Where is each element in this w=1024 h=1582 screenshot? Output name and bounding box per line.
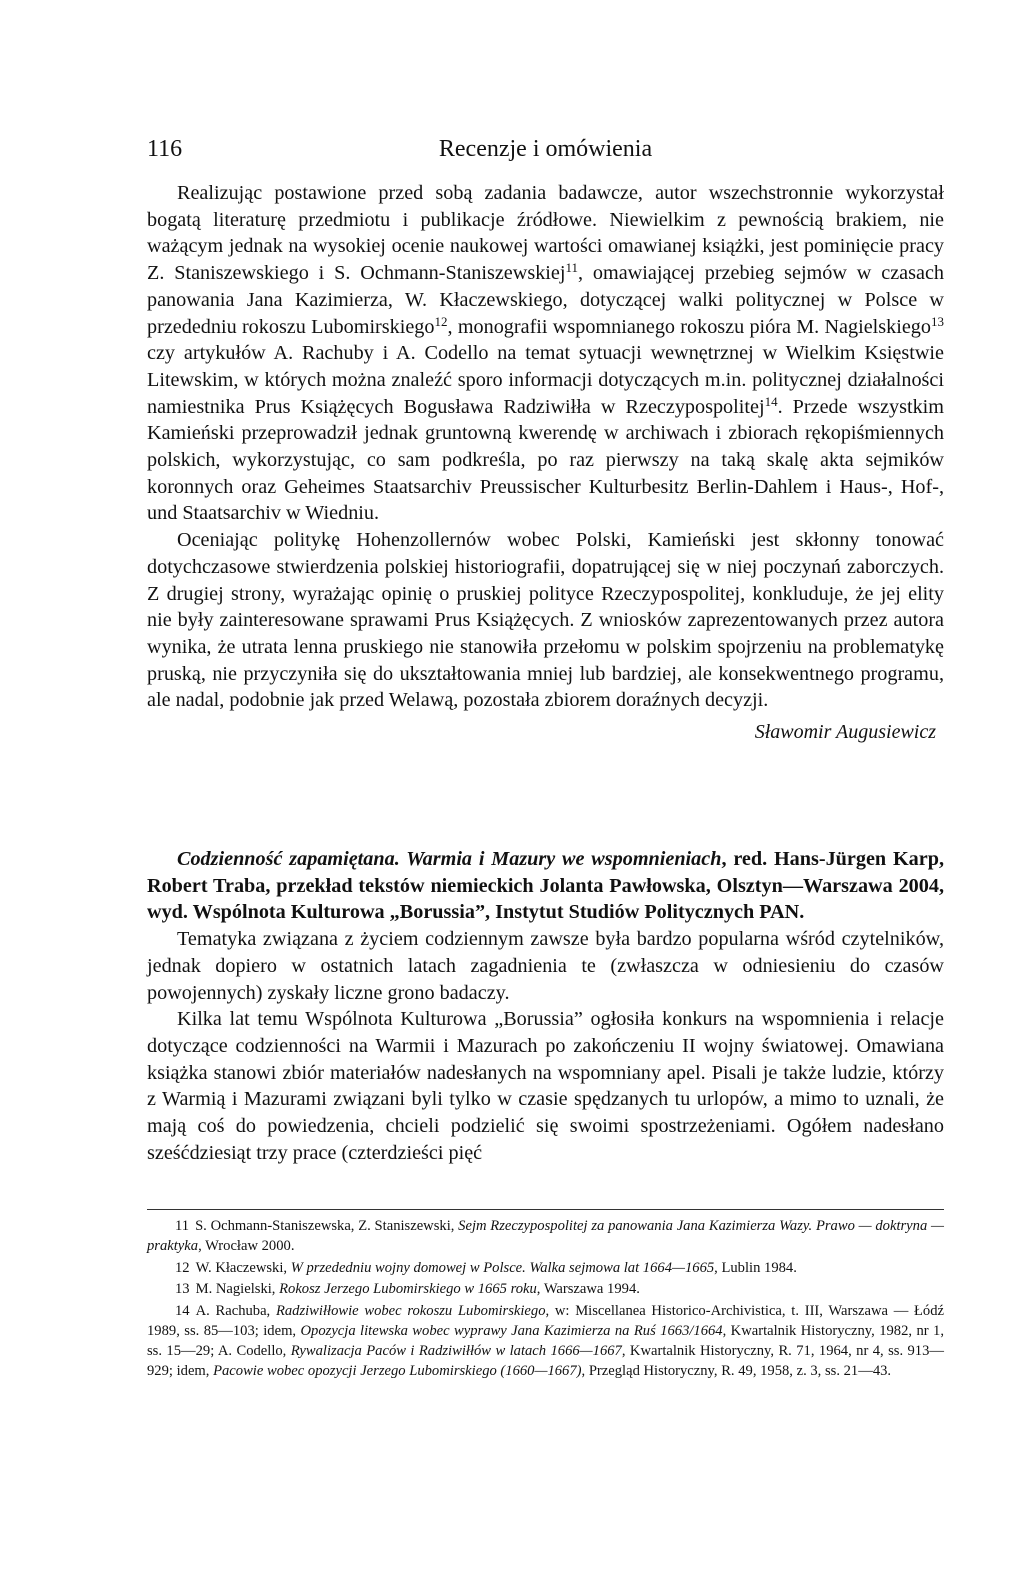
- footnote: 14 A. Rachuba, Radziwiłłowie wobec rokoszu Lubomirskiego, w: Miscellanea Historico-Archivistica, t. III, Warszawa — Łódź 1989, ss. 85—103; idem, Opozycja litewska wobec wyprawy Jana Kazimierza na Ruś 1663/1664, Kwartalnik Historyczny, 1982, nr 1, ss. 15—29; A. Codello, Rywalizacja Paców i Radziwiłłów w latach 1666—1667, Kwartalnik Historyczny, R. 71, 1964, nr 4, ss. 913—929; idem, Pacowie wobec opozycji Jerzego Lubomirskiego (1660—1667), Przegląd Historyczny, R. 49, 1958, z. 3, ss. 21—43.: [147, 1303, 944, 1379]
- footnote: 13 M. Nagielski, Rokosz Jerzego Lubomirskiego w 1665 roku, Warszawa 1994.: [175, 1281, 640, 1298]
- footnotes: [147, 1217, 944, 1383]
- review-paragraph: Realizując postawione przed sobą zadania badawcze, autor wszechstronnie wykorzystał bogatą literaturę przedmiotu i publikacje źródłowe. Niewielkim z pewnością brakiem, nie ważącym jednak na wysokiej ocenie naukowej wartości omawianej książki, jest pominięcie pracy Z. Staniszewskiego i S. Ochmann-Staniszewskiej$^{11}$, omawiającej przebieg sejmów w czasach panowania Jana Kazimierza, W. Kłaczewskiego, dotyczącej walki politycznej w Polsce w przededniu rokoszu Lubomirskiego$^{12}$, monografii wspomnianego rokoszu pióra M. Nagielskiego$^{13}$ czy artykułów A. Rachuby i A. Codello na temat sytuacji wewnętrznej w Wielkim Księstwie Litewskim, w których można znaleźć sporo informacji dotyczących m.in. politycznej działalności namiestnika Prus Książęcych Bogusława Radziwiłła w Rzeczypospolitej$^{14}$. Przede wszystkim Kamieński przeprowadził jednak gruntowną kwerendę w archiwach i zbiorach rękopiśmiennych polskich, wykorzystując, co sam podkreśla, po raz pierwszy na taką skalę akta sejmików koronnych oraz Geheimes Staatsarchiv Preussischer Kulturbesitz Berlin-Dahlem i Haus-, Hof-, und Staatsarchiv w Wiedniu.: [147, 182, 944, 525]
- page-number: 116: [147, 136, 183, 162]
- running-title: Recenzje i omówienia: [438, 136, 653, 162]
- review-new: [147, 846, 944, 1166]
- review-paragraph: Oceniając politykę Hohenzollernów wobec Polski, Kamieński jest skłonny tonować dotychczasowe stwierdzenia polskiej historiografii, dopatrującej się w niej poczynań zaborczych. Z drugiej strony, wyrażając opinię o pruskiej polityce Rzeczypospolitej, konkluduje, że jej elity nie były zainteresowane sprawami Prus Książęcych. Z wniosków zaprezentowanych przez autora wynika, że utrata lenna pruskiego nie stanowiła przełomu w polskim spojrzeniu na problematykę pruską, nie przyczyniła się do ukształtowania mniej lub bardziej, ale konsekwentnego programu, ale nadal, podobnie jak przed Welawą, pozostała zbiorem doraźnych decyzji.: [147, 529, 944, 712]
- book-title: Codzienność zapamiętana. Warmia i Mazury we wspomnieniach: [177, 848, 722, 870]
- review-author-signature: Sławomir Augusiewicz: [754, 721, 936, 744]
- footnote-divider: [147, 1209, 944, 1210]
- footnote-ref[interactable]: 14: [764, 393, 778, 409]
- review-paragraph: Kilka lat temu Wspólnota Kulturowa „Borussia” ogłosiła konkurs na wspomnienia i relacje dotyczące codzienności na Warmii i Mazurach po zakończeniu II wojny światowej. Omawiana książka stanowi zbiór materiałów nadesłanych na wspomniany apel. Pisali je także ludzie, którzy z Warmią i Mazurami związani byli tylko w czasie spędzanych tu urlopów, a mimo to uznali, że mają coś do powiedzenia, chcieli podzielić się swoimi spostrzeżeniami. Ogółem nadesłano sześćdziesiąt trzy prace (czterdzieści pięć: [147, 1008, 944, 1164]
- review-continued: [147, 180, 944, 746]
- footnote-ref[interactable]: 12: [434, 313, 448, 329]
- footnote-ref[interactable]: 13: [931, 313, 944, 329]
- page-header: [147, 136, 944, 172]
- footnote-ref[interactable]: 11: [565, 260, 578, 276]
- review-paragraph: Tematyka związana z życiem codziennym zawsze była bardzo popularna wśród czytelników, jednak dopiero w ostatnich latach zagadnienia te (zwłaszcza w odniesieniu do czasów powojennych) zyskały liczne grono badaczy.: [147, 928, 944, 1004]
- book-citation: Codzienność zapamiętana. Warmia i Mazury we wspomnieniach, red. Hans-Jürgen Karp, Robert Traba, przekład tekstów niemieckich Jolanta Pawłowska, Olsztyn—Warszawa 2004, wyd. Wspólnota Kulturowa „Borussia”, Instytut Studiów Politycznych PAN.: [147, 848, 944, 924]
- footnote: 12 W. Kłaczewski, W przededniu wojny domowej w Polsce. Walka sejmowa lat 1664—1665, Lublin 1984.: [175, 1259, 797, 1276]
- footnote: 11 S. Ochmann-Staniszewska, Z. Staniszewski, Sejm Rzeczypospolitej za panowania Jana Kazimierza Wazy. Prawo — doktryna — praktyka, Wrocław 2000.: [147, 1218, 944, 1254]
